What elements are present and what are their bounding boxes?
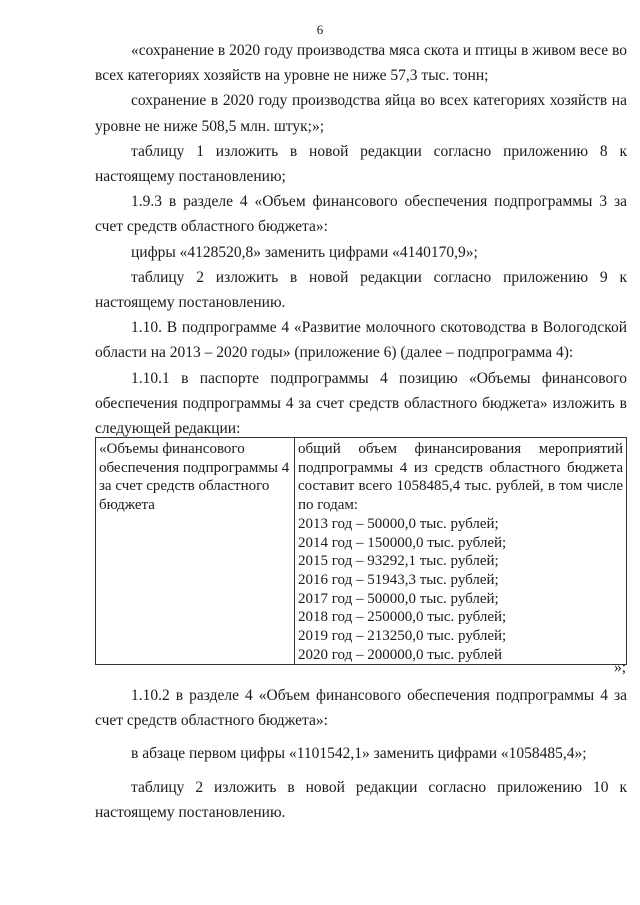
year-line: 2018 год – 250000,0 тыс. рублей; [298,609,507,626]
paragraph: таблицу 1 изложить в новой редакции согласно приложению 8 к настоящему постановлению; [95,142,627,186]
body-text-bottom [95,683,627,825]
funding-intro: общий объем финансирования мероприятий подпрограммы 4 из средств областного бюджета составит всего 1058485,4 тыс. рублей, в том числе по годам: [298,441,623,514]
paragraph: таблицу 2 изложить в новой редакции согласно приложению 9 к настоящему постановлению. [95,268,627,312]
year-line: 2014 год – 150000,0 тыс. рублей; [298,534,507,551]
page-number: 6 [316,22,324,37]
spacer [95,767,627,775]
paragraph: сохранение в 2020 году производства яйца во всех категориях хозяйств на уровне не ниже 508,5 млн. штук;»; [95,92,627,135]
body-text-top [95,38,627,441]
year-line: 2017 год – 50000,0 тыс. рублей; [298,590,499,607]
table-row [96,438,627,665]
paragraph: 1.10.2 в разделе 4 «Объем финансового обеспечения подпрограммы 4 за счет средств областного бюджета»: [95,687,627,730]
year-line: 2016 год – 51943,3 тыс. рублей; [298,571,499,588]
year-line: 2019 год – 213250,0 тыс. рублей; [298,628,507,645]
table-cell-value [295,438,627,665]
paragraph: «сохранение в 2020 году производства мяса скота и птицы в живом весе во всех категориях хозяйств на уровне не ниже 57,3 тыс. тонн; [95,42,627,85]
spacer [95,733,627,741]
year-line: 2020 год – 200000,0 тыс. рублей [298,646,503,663]
year-line: 2013 год – 50000,0 тыс. рублей; [298,515,499,532]
closing-quote: »; [613,659,626,676]
paragraph: 1.10.1 в паспорте подпрограммы 4 позицию «Объемы финансового обеспечения подпрограммы 4 за счет средств областного бюджета» изложить в следующей редакции: [95,369,627,438]
budget-table [95,437,627,665]
paragraph: цифры «4128520,8» заменить цифрами «4140170,9»; [131,243,478,261]
paragraph: в абзаце первом цифры «1101542,1» заменить цифрами «1058485,4»; [131,745,587,763]
paragraph: 1.10. В подпрограмме 4 «Развитие молочного скотоводства в Вологодской области на 2013 – 2020 годы» (приложение 6) (далее – подпрограмма 4): [95,319,627,362]
year-line: 2015 год – 93292,1 тыс. рублей; [298,553,499,570]
paragraph: таблицу 2 изложить в новой редакции согласно приложению 10 к настоящему постановлению. [95,778,627,821]
paragraph: 1.9.3 в разделе 4 «Объем финансового обеспечения подпрограммы 3 за счет средств областного бюджета»: [95,193,627,236]
table-cell-label: «Объемы финансового обеспечения подпрограммы 4 за счет средств областного бюджета [96,438,295,665]
